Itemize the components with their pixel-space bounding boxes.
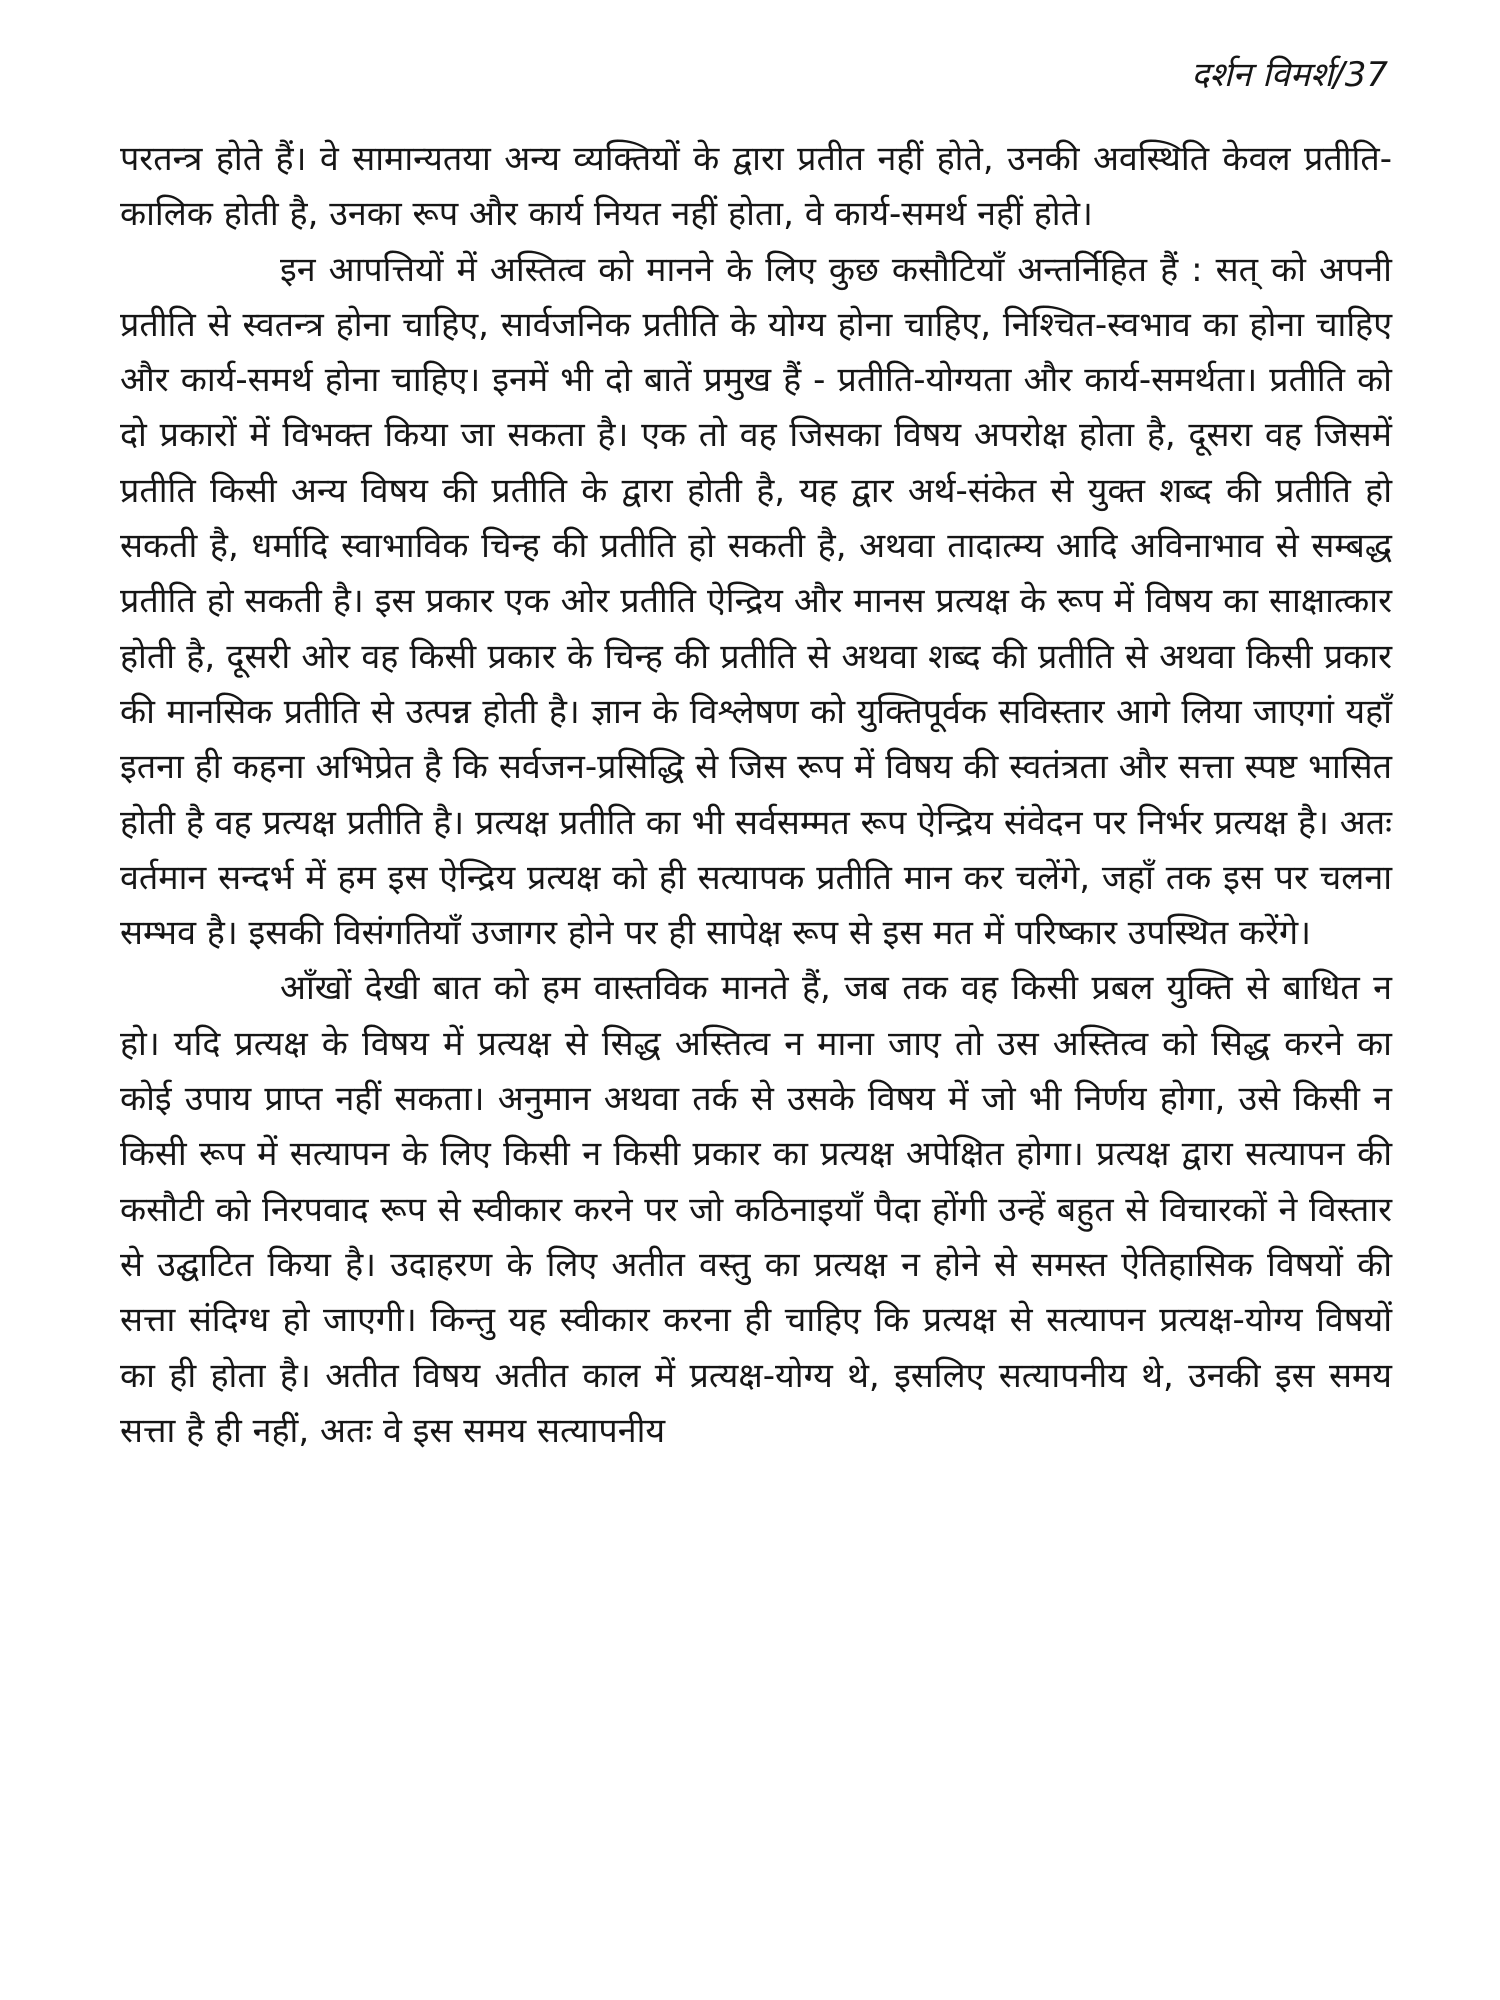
page-body — [120, 132, 1392, 1459]
paragraph-perception-verification: आँखों देखी बात को हम वास्तविक मानते हैं, जब तक वह किसी प्रबल युक्ति से बाधित न हो। यदि प्रत्यक्ष के विषय में प्रत्यक्ष से सिद्ध अस्तित्व न माना जाए तो उस अस्तित्व को सिद्ध करने का कोई उपाय प्राप्त नहीं सकता। अनुमान अथवा तर्क से उसके विषय में जो भी निर्णय होगा, उसे किसी न किसी रूप में सत्यापन के लिए किसी न किसी प्रकार का प्रत्यक्ष अपेक्षित होगा। प्रत्यक्ष द्वारा सत्यापन की कसौटी को निरपवाद रूप से स्वीकार करने पर जो कठिनाइयाँ पैदा होंगी उन्हें बहुत से विचारकों ने विस्तार से उद्घाटित किया है। उदाहरण के लिए अतीत वस्तु का प्रत्यक्ष न होने से समस्त ऐतिहासिक विषयों की सत्ता संदिग्ध हो जाएगी। किन्तु यह स्वीकार करना ही चाहिए कि प्रत्यक्ष से सत्यापन प्रत्यक्ष-योग्य विषयों का ही होता है। अतीत विषय अतीत काल में प्रत्यक्ष-योग्य थे, इसलिए सत्यापनीय थे, उनकी इस समय सत्ता है ही नहीं, अतः वे इस समय सत्यापनीय — [120, 968, 1392, 1451]
paragraph-continuation: परतन्त्र होते हैं। वे सामान्यतया अन्य व्यक्तियों के द्वारा प्रतीत नहीं होते, उनकी अवस्थिति केवल प्रतीति-कालिक होती है, उनका रूप और कार्य नियत नहीं होता, वे कार्य-समर्थ नहीं होते। — [120, 139, 1392, 235]
running-header: दर्शन विमर्श/37 — [1191, 55, 1388, 95]
paragraph-criteria-of-existence: इन आपत्तियों में अस्तित्व को मानने के लिए कुछ कसौटियाँ अन्तर्निहित हैं : सत् को अपनी प्रतीति से स्वतन्त्र होना चाहिए, सार्वजनिक प्रतीति के योग्य होना चाहिए, निश्चित-स्वभाव का होना चाहिए और कार्य-समर्थ होना चाहिए। इनमें भी दो बातें प्रमुख हैं - प्रतीति-योग्यता और कार्य-समर्थता। प्रतीति को दो प्रकारों में विभक्त किया जा सकता है। एक तो वह जिसका विषय अपरोक्ष होता है, दूसरा वह जिसमें प्रतीति किसी अन्य विषय की प्रतीति के द्वारा होती है, यह द्वार अर्थ-संकेत से युक्त शब्द की प्रतीति हो सकती है, धर्मादि स्वाभाविक चिन्ह की प्रतीति हो सकती है, अथवा तादात्म्य आदि अविनाभाव से सम्बद्ध प्रतीति हो सकती है। इस प्रकार एक ओर प्रतीति ऐन्द्रिय और मानस प्रत्यक्ष के रूप में विषय का साक्षात्कार होती है, दूसरी ओर वह किसी प्रकार के चिन्ह की प्रतीति से अथवा शब्द की प्रतीति से अथवा किसी प्रकार की मानसिक प्रतीति से उत्पन्न होती है। ज्ञान के विश्लेषण को युक्तिपूर्वक सविस्तार आगे लिया जाएगां यहाँ इतना ही कहना अभिप्रेत है कि सर्वजन-प्रसिद्धि से जिस रूप में विषय की स्वतंत्रता और सत्ता स्पष्ट भासित होती है वह प्रत्यक्ष प्रतीति है। प्रत्यक्ष प्रतीति का भी सर्वसम्मत रूप ऐन्द्रिय संवेदन पर निर्भर प्रत्यक्ष है। अतः वर्तमान सन्दर्भ में हम इस ऐन्द्रिय प्रत्यक्ष को ही सत्यापक प्रतीति मान कर चलेंगे, जहाँ तक इस पर चलना सम्भव है। इसकी विसंगतियाँ उजागर होने पर ही सापेक्ष रूप से इस मत में परिष्कार उपस्थित करेंगे। — [120, 249, 1392, 954]
